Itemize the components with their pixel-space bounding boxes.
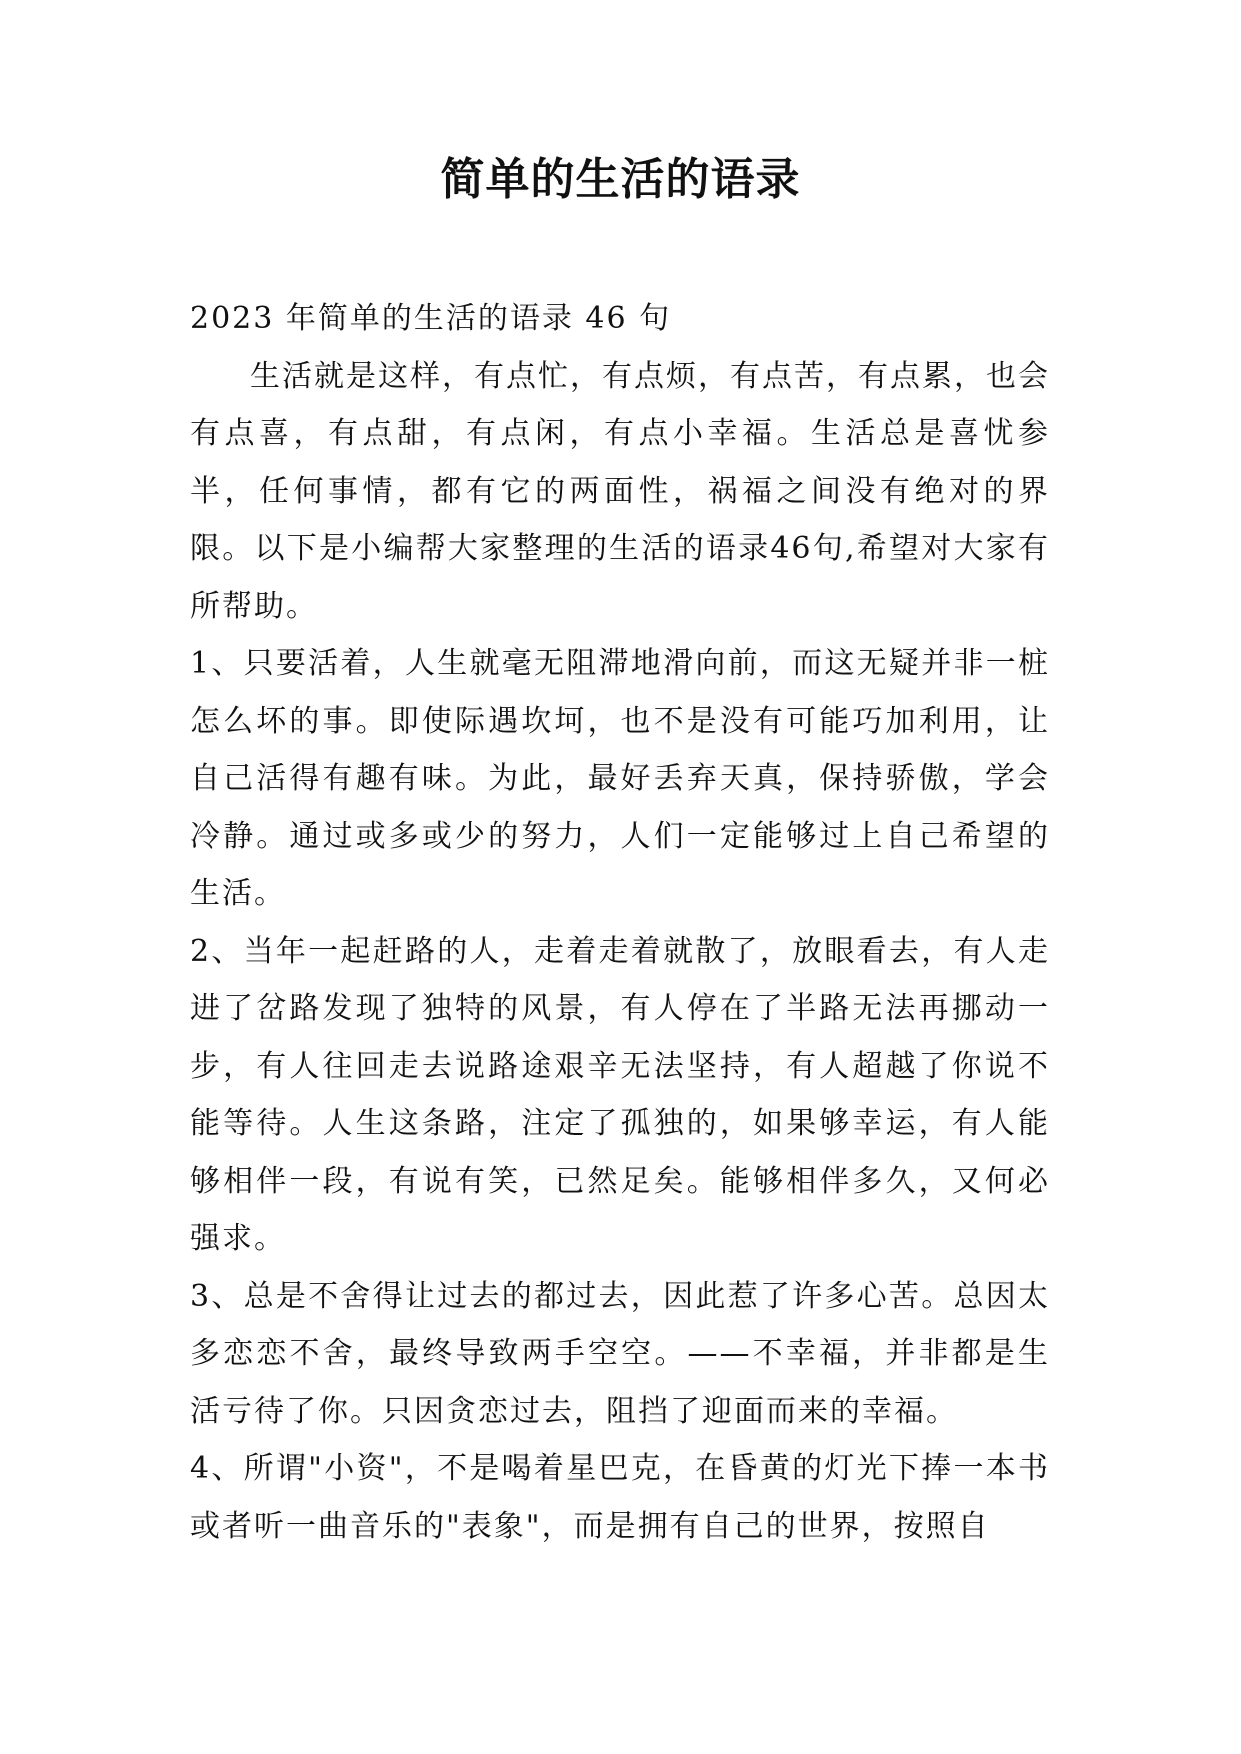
quote-item-4: 4、所谓"小资"，不是喝着星巴克，在昏黄的灯光下捧一本书或者听一曲音乐的"表象"，而是拥有自己的世界，按照自 bbox=[190, 1451, 1050, 1544]
document-body bbox=[190, 290, 1050, 1555]
quote-item-2: 2、当年一起赶路的人，走着走着就散了，放眼看去，有人走进了岔路发现了独特的风景，有人停在了半路无法再挪动一步，有人往回走去说路途艰辛无法坚持，有人超越了你说不能等待。人生这条路，注定了孤独的，如果够幸运，有人能够相伴一段，有说有笑，已然足矣。能够相伴多久，又何必强求。 bbox=[190, 933, 1050, 1256]
document-title: 简单的生活的语录 bbox=[440, 154, 801, 205]
document-subtitle: 2023 年简单的生活的语录 46 句 bbox=[190, 301, 672, 336]
intro-paragraph: 生活就是这样，有点忙，有点烦，有点苦，有点累，也会有点喜，有点甜，有点闲，有点小幸福。生活总是喜忧参半，任何事情，都有它的两面性，祸福之间没有绝对的界限。以下是小编帮大家整理的生活的语录46句,希望对大家有所帮助。 bbox=[190, 358, 1050, 624]
quote-item-1: 1、只要活着，人生就毫无阻滞地滑向前，而这无疑并非一桩怎么坏的事。即使际遇坎坷，也不是没有可能巧加利用，让自己活得有趣有味。为此，最好丢弃天真，保持骄傲，学会冷静。通过或多或少的努力，人们一定能够过上自己希望的生活。 bbox=[190, 646, 1050, 911]
quote-item-3: 3、总是不舍得让过去的都过去，因此惹了许多心苦。总因太多恋恋不舍，最终导致两手空空。——不幸福，并非都是生活亏待了你。只因贪恋过去，阻挡了迎面而来的幸福。 bbox=[190, 1278, 1050, 1429]
